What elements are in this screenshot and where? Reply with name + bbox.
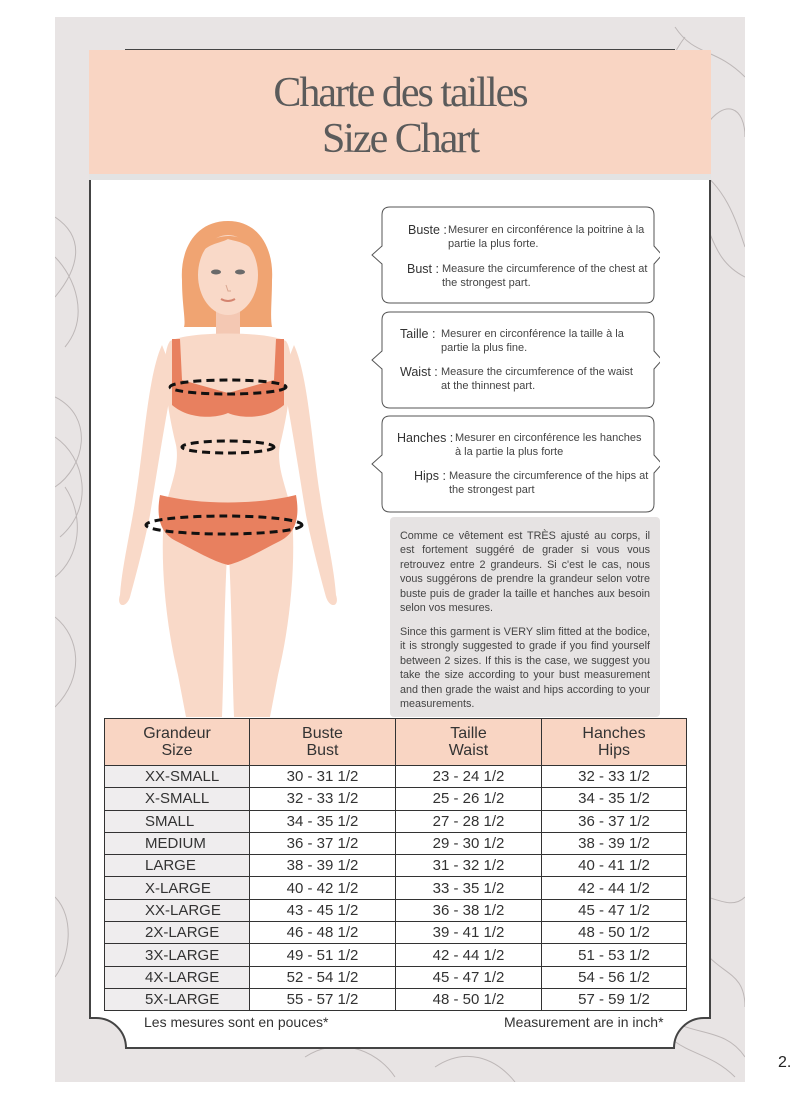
header-en: Size xyxy=(161,742,193,759)
bust-en-label: Bust : xyxy=(407,262,439,276)
waist-cell: 23 - 24 1/2 xyxy=(396,766,542,788)
bust-cell: 36 - 37 1/2 xyxy=(250,832,396,854)
header-fr: Grandeur xyxy=(143,725,211,742)
table-row xyxy=(105,988,687,1010)
header-fr: Hanches xyxy=(582,725,646,742)
hips-en-line2: the strongest part xyxy=(449,484,535,496)
waist-cell: 29 - 30 1/2 xyxy=(396,832,542,854)
size-cell: LARGE xyxy=(105,855,250,877)
size-cell: 2X-LARGE xyxy=(105,922,250,944)
waist-cell: 48 - 50 1/2 xyxy=(396,988,542,1010)
size-cell: XX-SMALL xyxy=(105,766,250,788)
title-english: Size Chart xyxy=(321,116,479,162)
hips-en-label: Hips : xyxy=(414,469,446,483)
table-row xyxy=(105,877,687,899)
waist-fr xyxy=(400,327,651,355)
hips-cell: 57 - 59 1/2 xyxy=(542,988,687,1010)
hips-fr-line2: à la partie la plus forte xyxy=(455,446,564,458)
bust-fr-label: Buste : xyxy=(408,223,447,237)
header-size xyxy=(105,719,250,766)
bust-cell: 46 - 48 1/2 xyxy=(250,922,396,944)
waist-en-label: Waist : xyxy=(400,365,438,379)
bust-cell: 30 - 31 1/2 xyxy=(250,766,396,788)
table-row xyxy=(105,966,687,988)
header-waist xyxy=(396,719,542,766)
table-row xyxy=(105,766,687,788)
waist-instructions xyxy=(370,311,660,409)
bust-cell: 52 - 54 1/2 xyxy=(250,966,396,988)
bust-cell: 49 - 51 1/2 xyxy=(250,944,396,966)
banner-divider xyxy=(89,174,711,180)
waist-cell: 33 - 35 1/2 xyxy=(396,877,542,899)
waist-cell: 27 - 28 1/2 xyxy=(396,810,542,832)
waist-en-line1: Measure the circumference of the waist xyxy=(441,366,633,378)
waist-cell: 25 - 26 1/2 xyxy=(396,788,542,810)
size-cell: XX-LARGE xyxy=(105,899,250,921)
bust-en xyxy=(407,262,652,290)
bust-cell: 34 - 35 1/2 xyxy=(250,810,396,832)
waist-en-line2: at the thinnest part. xyxy=(441,380,536,392)
bust-instructions xyxy=(370,206,660,304)
header-bust xyxy=(250,719,396,766)
hips-cell: 51 - 53 1/2 xyxy=(542,944,687,966)
size-cell: X-LARGE xyxy=(105,877,250,899)
size-cell: MEDIUM xyxy=(105,832,250,854)
size-cell: SMALL xyxy=(105,810,250,832)
hips-fr-label: Hanches : xyxy=(397,431,454,445)
bust-cell: 40 - 42 1/2 xyxy=(250,877,396,899)
header-en: Waist xyxy=(448,742,489,759)
waist-fr-line2: partie la plus fine. xyxy=(441,342,528,354)
footer-note-english: Measurement are in inch* xyxy=(504,1014,664,1030)
header-en: Hips xyxy=(597,742,630,759)
size-cell: 4X-LARGE xyxy=(105,966,250,988)
hips-cell: 34 - 35 1/2 xyxy=(542,788,687,810)
size-table xyxy=(104,718,687,1011)
header-en: Bust xyxy=(306,742,339,759)
table-row xyxy=(105,788,687,810)
bust-en-line2: the strongest part. xyxy=(442,277,531,289)
bust-cell: 32 - 33 1/2 xyxy=(250,788,396,810)
table-row xyxy=(105,810,687,832)
waist-cell: 42 - 44 1/2 xyxy=(396,944,542,966)
hips-cell: 40 - 41 1/2 xyxy=(542,855,687,877)
hips-cell: 54 - 56 1/2 xyxy=(542,966,687,988)
header-hips xyxy=(542,719,687,766)
table-row xyxy=(105,832,687,854)
bust-cell: 55 - 57 1/2 xyxy=(250,988,396,1010)
hips-instructions xyxy=(370,415,660,512)
hips-cell: 32 - 33 1/2 xyxy=(542,766,687,788)
waist-fr-line1: Mesurer en circonférence la taille à la xyxy=(441,328,624,340)
hips-en xyxy=(414,469,655,497)
hips-fr xyxy=(397,431,655,459)
size-cell: X-SMALL xyxy=(105,788,250,810)
bust-fr-line1: Mesurer en circonférence la poitrine à la xyxy=(448,224,645,236)
table-row xyxy=(105,855,687,877)
fit-note-english: Since this garment is VERY slim fitted at the bodice, it is strongly suggested to grade if you find yourself between 2 sizes. If this is the case, we suggest you take the size according to your bust measurement and then grade the waist and hips according to your measurements. xyxy=(400,626,650,711)
size-cell: 3X-LARGE xyxy=(105,944,250,966)
page-number: 2. xyxy=(778,1054,792,1071)
bust-cell: 38 - 39 1/2 xyxy=(250,855,396,877)
waist-fr-label: Taille : xyxy=(400,327,436,341)
size-cell: 5X-LARGE xyxy=(105,988,250,1010)
waist-cell: 31 - 32 1/2 xyxy=(396,855,542,877)
bust-cell: 43 - 45 1/2 xyxy=(250,899,396,921)
body-illustration xyxy=(100,205,360,717)
bust-fr-line2: partie la plus forte. xyxy=(448,238,539,250)
hips-cell: 36 - 37 1/2 xyxy=(542,810,687,832)
fit-note-french: Comme ce vêtement est TRÈS ajusté au corps, il est fortement suggéré de grader si vous vous retrouvez entre 2 grandeurs. Si c'est le cas, nous vous suggérons de prendre la grandeur selon votre buste puis de grader la taille et hanches aux besoin selon vos mesures. xyxy=(400,530,650,615)
title-french: Charte des tailles xyxy=(273,70,527,116)
hips-cell: 42 - 44 1/2 xyxy=(542,877,687,899)
waist-en xyxy=(400,365,651,393)
table-row xyxy=(105,944,687,966)
bust-fr xyxy=(408,223,648,251)
page-title xyxy=(89,70,711,162)
footer-note-french: Les mesures sont en pouces* xyxy=(144,1014,329,1030)
header-fr: Taille xyxy=(450,725,487,742)
hips-cell: 38 - 39 1/2 xyxy=(542,832,687,854)
table-row xyxy=(105,922,687,944)
hips-cell: 48 - 50 1/2 xyxy=(542,922,687,944)
waist-cell: 45 - 47 1/2 xyxy=(396,966,542,988)
hips-cell: 45 - 47 1/2 xyxy=(542,899,687,921)
waist-cell: 39 - 41 1/2 xyxy=(396,922,542,944)
table-header-row xyxy=(105,719,687,766)
waist-cell: 36 - 38 1/2 xyxy=(396,899,542,921)
fit-note xyxy=(390,517,660,717)
table-row xyxy=(105,899,687,921)
bust-en-line1: Measure the circumference of the chest at xyxy=(442,263,648,275)
hips-en-line1: Measure the circumference of the hips at xyxy=(449,470,649,482)
header-fr: Buste xyxy=(302,725,343,742)
hips-fr-line1: Mesurer en circonférence les hanches xyxy=(455,432,642,444)
